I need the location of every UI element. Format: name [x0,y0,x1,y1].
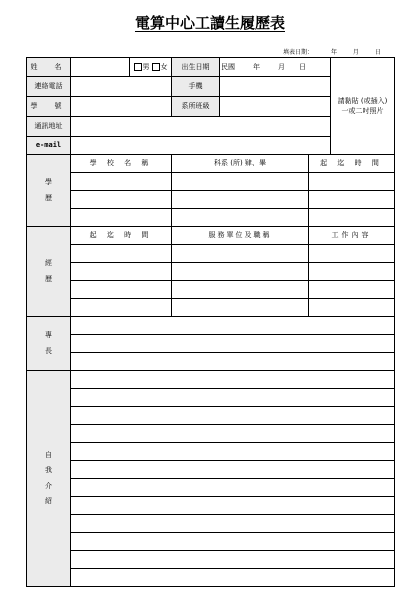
education-cell[interactable] [71,173,172,191]
experience-char-2: 歷 [45,274,52,283]
student-id-label: 學 號 [27,97,71,117]
resume-form [26,57,395,587]
experience-row [27,299,395,317]
mobile-field[interactable] [220,77,331,97]
skills-section-label [27,317,71,371]
fill-date-label: 填表日期： [283,49,314,56]
experience-char-1: 經 [45,259,52,268]
intro-row [27,443,395,461]
intro-char-1: 自 [45,450,52,459]
skills-char-1: 專 [45,331,52,340]
dept-class-field[interactable] [220,97,331,117]
education-cell[interactable] [309,173,395,191]
form-title [0,12,420,33]
experience-cell[interactable] [172,299,309,317]
fill-date-year: 年 [330,49,337,56]
experience-cell[interactable] [172,263,309,281]
name-field[interactable] [71,58,130,77]
education-cell[interactable] [71,209,172,227]
intro-row [27,551,395,569]
dept-class-label: 系所班級 [172,97,220,117]
photo-line-1: 請黏貼 (或插入) [337,96,388,105]
intro-line[interactable] [71,515,395,533]
education-header-row [27,155,395,173]
email-label: e-mail [27,137,71,155]
intro-row [27,389,395,407]
intro-line[interactable] [71,407,395,425]
intro-line[interactable] [71,569,395,587]
intro-row [27,461,395,479]
experience-section-label [27,227,71,317]
skills-row [27,317,395,335]
mobile-label: 手機 [172,77,220,97]
experience-cell[interactable] [172,281,309,299]
intro-line[interactable] [71,443,395,461]
phone-field[interactable] [71,77,172,97]
intro-char-4: 紹 [45,496,52,505]
intro-row [27,533,395,551]
education-row [27,173,395,191]
education-cell[interactable] [71,191,172,209]
intro-row [27,425,395,443]
education-row [27,209,395,227]
gender-field[interactable] [130,58,172,77]
education-section-label [27,155,71,227]
birth-era: 民國 [221,62,235,71]
female-label: 女 [160,63,168,71]
experience-cell[interactable] [71,245,172,263]
birth-label: 出生日期 [172,58,220,77]
experience-header-row [27,227,395,245]
fill-date-day: 日 [374,49,381,56]
education-col-school: 學 校 名 稱 [71,155,172,173]
experience-cell[interactable] [309,245,395,263]
experience-cell[interactable] [309,263,395,281]
skills-line[interactable] [71,353,395,371]
intro-line[interactable] [71,479,395,497]
intro-line[interactable] [71,497,395,515]
female-checkbox[interactable] [152,63,160,71]
email-field[interactable] [71,137,331,155]
student-id-field[interactable] [71,97,172,117]
male-label: 男 [142,63,150,71]
birth-month: 月 [278,62,285,71]
address-label: 通訊地址 [27,117,71,137]
education-col-period: 起 迄 時 間 [309,155,395,173]
birth-year: 年 [253,62,260,71]
photo-box[interactable] [331,58,395,155]
fill-date-month: 月 [352,49,359,56]
education-cell[interactable] [172,209,309,227]
experience-cell[interactable] [309,281,395,299]
fill-date-line [283,47,381,56]
row-name [27,58,395,77]
experience-row [27,263,395,281]
education-char-1: 學 [45,178,52,187]
intro-row [27,371,395,389]
education-row [27,191,395,209]
education-cell[interactable] [172,173,309,191]
intro-char-2: 我 [45,466,52,475]
intro-char-3: 介 [45,481,52,490]
address-field[interactable] [71,117,331,137]
intro-row [27,407,395,425]
birth-day: 日 [299,62,306,71]
intro-row [27,479,395,497]
intro-row [27,497,395,515]
experience-col-work: 工作內容 [309,227,395,245]
birth-field[interactable] [220,58,331,77]
intro-line[interactable] [71,551,395,569]
intro-row [27,515,395,533]
intro-line[interactable] [71,371,395,389]
experience-cell[interactable] [71,263,172,281]
education-cell[interactable] [309,191,395,209]
experience-row [27,281,395,299]
skills-line[interactable] [71,335,395,353]
intro-line[interactable] [71,425,395,443]
experience-cell[interactable] [71,281,172,299]
intro-row [27,569,395,587]
skills-row [27,335,395,353]
education-cell[interactable] [172,191,309,209]
experience-cell[interactable] [172,245,309,263]
skills-line[interactable] [71,317,395,335]
experience-col-period: 起 迄 時 間 [71,227,172,245]
experience-cell[interactable] [309,299,395,317]
education-col-dept: 科系 (所) 肄、畢 [172,155,309,173]
photo-line-2: 一或二吋照片 [341,107,384,115]
intro-section-label [27,371,71,587]
male-checkbox[interactable] [134,63,142,71]
education-cell[interactable] [309,209,395,227]
intro-line[interactable] [71,461,395,479]
experience-cell[interactable] [71,299,172,317]
experience-row [27,245,395,263]
form-title-text: 電算中心工讀生履歷表 [134,14,285,32]
intro-line[interactable] [71,533,395,551]
skills-row [27,353,395,371]
experience-col-unit: 服務單位及職稱 [172,227,309,245]
intro-line[interactable] [71,389,395,407]
education-char-2: 歷 [45,193,52,202]
name-label: 姓 名 [27,58,71,77]
phone-label: 連絡電話 [27,77,71,97]
skills-char-2: 長 [45,346,52,355]
